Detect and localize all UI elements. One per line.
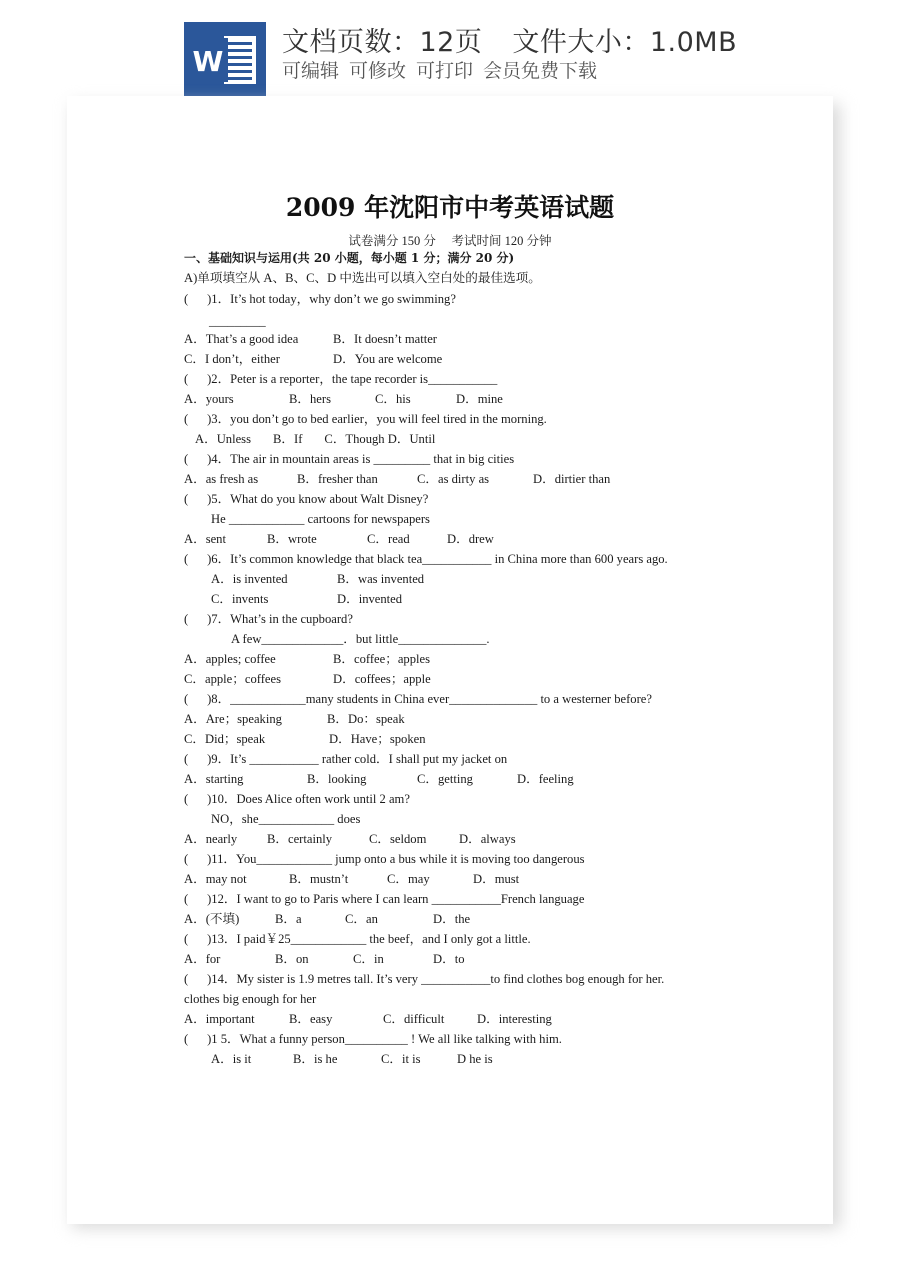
q9-option-a: A．starting [184, 772, 244, 786]
part-instruction: A)单项填空从 A、B、C、D 中选出可以填入空白处的最佳选项。 [184, 271, 541, 285]
q4-option-b: B．fresher than [297, 472, 378, 486]
q3-options: A．Unless B．If C．Though D．Until [195, 432, 436, 446]
section-heading: 一、基础知识与运用(共 20 小题，每小题 1 分；满分 20 分) [184, 251, 515, 265]
q4-option-c: C．as dirty as [417, 472, 490, 486]
q10-option-a: A．nearly [184, 832, 238, 846]
q6-option-b: B．was invented [337, 572, 425, 586]
q2-option-d: D．mine [456, 392, 503, 406]
q7-option-d: D．coffees；apple [333, 672, 431, 686]
q10-option-b: B．certainly [267, 832, 333, 846]
q6-option-a: A．is invented [211, 572, 288, 586]
q2-option-a: A．yours [184, 392, 234, 406]
q5-option-d: D．drew [447, 532, 494, 546]
q8-option-a: A．Are；speaking [184, 712, 282, 726]
q13-option-c: C．in [353, 952, 384, 966]
document-page [67, 96, 833, 1224]
q14-option-a: A．important [184, 1012, 255, 1026]
q5-option-c: C．read [367, 532, 410, 546]
page-count: 文档页数：12页 [282, 27, 483, 58]
question-10-line-2: NO，she____________ does [211, 812, 361, 826]
question-5-line-2: He ____________ cartoons for newspapers [211, 512, 430, 526]
q11-option-d: D．must [473, 872, 520, 886]
q9-option-b: B．looking [307, 772, 367, 786]
word-icon-letter: W [192, 45, 224, 78]
question-15: ( )1 5．What a funny person__________ ! We all like talking with him. [184, 1032, 562, 1046]
q7-option-b: B．coffee；apples [333, 652, 430, 666]
q13-option-d: D．to [433, 952, 465, 966]
document-subtitle: 试卷满分 150 分 考试时间 120 分钟 [348, 234, 552, 248]
q4-option-a: A．as fresh as [184, 472, 259, 486]
q12-option-c: C．an [345, 912, 378, 926]
question-14: ( )14．My sister is 1.9 metres tall. It’s very ___________to find clothes bog enough for her. [184, 972, 665, 986]
q12-option-a: A．(不填) [184, 912, 240, 926]
q12-option-d: D．the [433, 912, 471, 926]
q4-option-d: D．dirtier than [533, 472, 611, 486]
q6-option-c: C．invents [211, 592, 269, 606]
q14-option-b: B．easy [289, 1012, 333, 1026]
q15-option-c: C．it is [381, 1052, 421, 1066]
question-4: ( )4．The air in mountain areas is _________ that in big cities [184, 452, 515, 466]
question-14-line-2: clothes big enough for her [184, 992, 317, 1006]
word-document-icon [184, 22, 266, 96]
q11-option-b: B．mustn’t [289, 872, 349, 886]
question-6: ( )6．It’s common knowledge that black tea___________ in China more than 600 years ago. [184, 552, 668, 566]
q1-option-c: C．I don’t，either [184, 352, 280, 366]
q11-option-a: A．may not [184, 872, 247, 886]
q8-option-c: C．Did；speak [184, 732, 266, 746]
document-title: 2009 年沈阳市中考英语试题 [285, 193, 615, 222]
question-8: ( )8．____________many students in China ever______________ to a westerner before? [184, 692, 652, 706]
q11-option-c: C．may [387, 872, 430, 886]
q5-option-b: B．wrote [267, 532, 317, 546]
q10-option-c: C．seldom [369, 832, 427, 846]
q12-option-b: B．a [275, 912, 302, 926]
file-info [282, 20, 737, 59]
question-10: ( )10．Does Alice often work until 2 am? [184, 792, 410, 806]
q2-option-b: B．hers [289, 392, 331, 406]
feature-editable: 可编辑 [282, 60, 340, 82]
file-size: 文件大小：1.0MB [512, 27, 738, 58]
feature-modifiable: 可修改 [349, 60, 407, 82]
question-9: ( )9．It’s ___________ rather cold．I shall put my jacket on [184, 752, 508, 766]
question-2: ( )2．Peter is a reporter，the tape recorder is___________ [184, 372, 498, 386]
question-5: ( )5．What do you know about Walt Disney? [184, 492, 429, 506]
q1-option-b: B．It doesn’t matter [333, 332, 437, 346]
q6-option-d: D．invented [337, 592, 403, 606]
feature-free-download: 会员免费下载 [483, 60, 598, 82]
question-13: ( )13．I paid￥25____________ the beef，and I only got a little. [184, 932, 531, 946]
q14-option-c: C．difficult [383, 1012, 445, 1026]
question-7-line-2: A few_____________．but little______________. [231, 632, 490, 646]
q9-option-d: D．feeling [517, 772, 574, 786]
download-banner [0, 0, 900, 100]
q13-option-b: B．on [275, 952, 309, 966]
q10-option-d: D．always [459, 832, 516, 846]
q15-option-d: D he is [457, 1052, 493, 1066]
q15-option-a: A．is it [211, 1052, 252, 1066]
q5-option-a: A．sent [184, 532, 226, 546]
q8-option-d: D．Have；spoken [329, 732, 426, 746]
q8-option-b: B．Do：speak [327, 712, 405, 726]
q14-option-d: D．interesting [477, 1012, 552, 1026]
question-1: ( )1．It’s hot today，why don’t we go swimming? [184, 292, 456, 306]
feature-list [282, 56, 607, 83]
q2-option-c: C．his [375, 392, 411, 406]
question-12: ( )12．I want to go to Paris where I can learn ___________French language [184, 892, 585, 906]
q13-option-a: A．for [184, 952, 221, 966]
feature-printable: 可打印 [416, 60, 474, 82]
q7-option-c: C．apple；coffees [184, 672, 281, 686]
q1-option-a: A．That’s a good idea [184, 332, 299, 346]
q9-option-c: C．getting [417, 772, 473, 786]
question-3: ( )3．you don’t go to bed earlier，you will feel tired in the morning. [184, 412, 547, 426]
question-11: ( )11．You____________ jump onto a bus while it is moving too dangerous [184, 852, 585, 866]
q1-option-d: D．You are welcome [333, 352, 443, 366]
q7-option-a: A．apples; coffee [184, 652, 276, 666]
question-7: ( )7．What’s in the cupboard? [184, 612, 353, 626]
question-1-blank: _________ [209, 314, 266, 328]
q15-option-b: B．is he [293, 1052, 338, 1066]
